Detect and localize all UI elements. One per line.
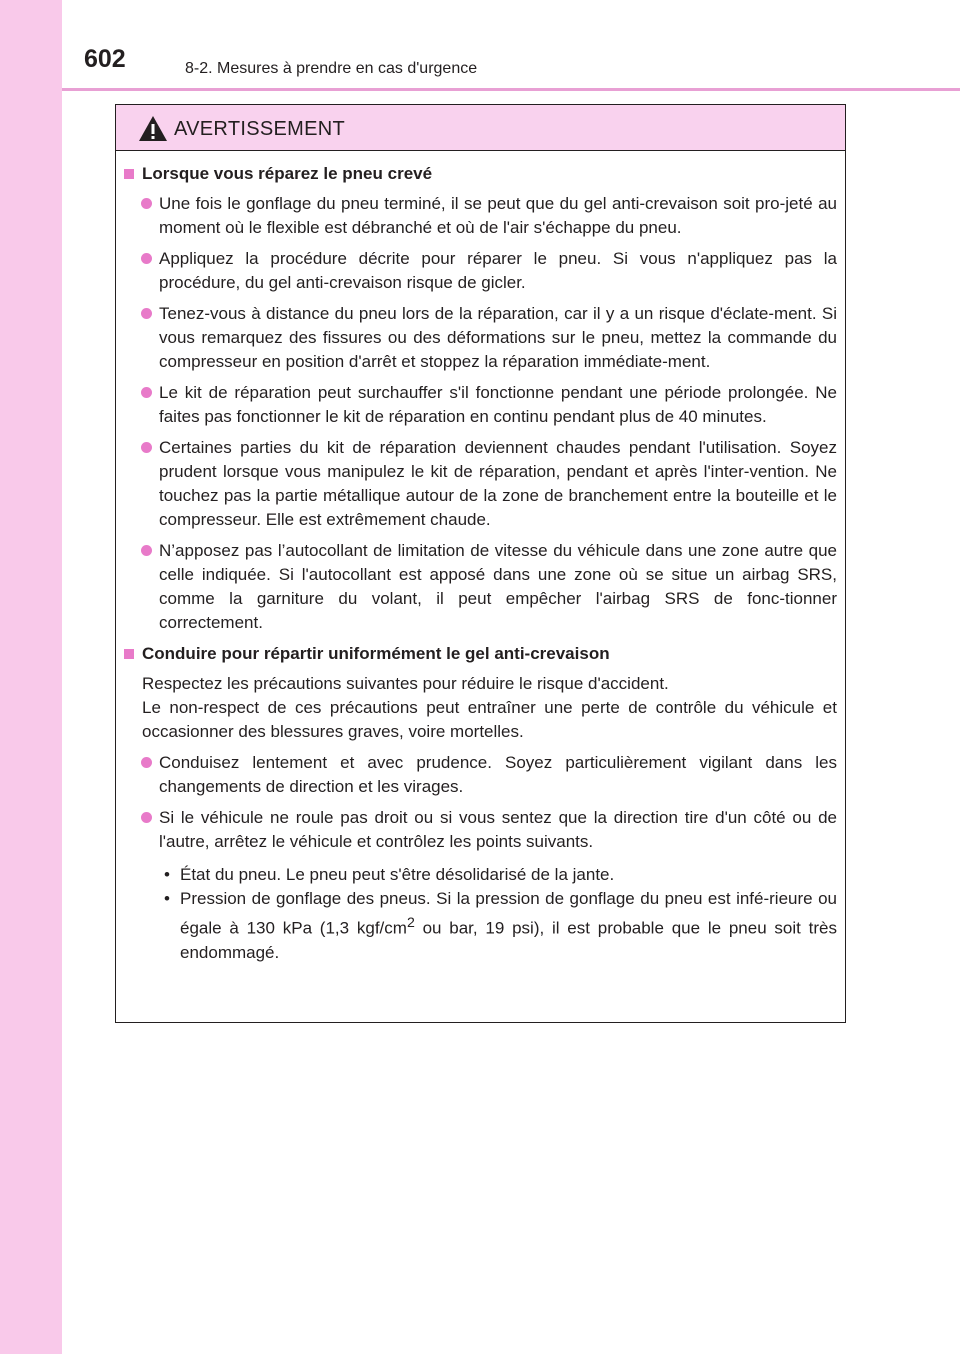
bullet-item [124, 436, 837, 532]
bullet-item [124, 192, 837, 240]
intro-paragraph [124, 672, 837, 744]
small-bullet-icon: • [164, 865, 170, 884]
section-heading [124, 642, 837, 666]
page-number: 602 [84, 45, 126, 73]
sub-list-item [124, 887, 837, 965]
side-color-band [0, 0, 62, 1354]
bullet-item [124, 381, 837, 429]
superscript: 2 [406, 915, 415, 931]
pink-dot-icon [141, 198, 152, 209]
sub-item-text: Pression de gonflage des pneus. Si la pression de gonflage du pneu est infé-rieure ou égale à 130 kPa (1,3 kgf/cm [180, 889, 837, 938]
sub-item-text: État du pneu. Le pneu peut s'être désolidarisé de la jante. [180, 865, 615, 884]
pink-dot-icon [141, 253, 152, 264]
warning-triangle-icon [138, 115, 168, 142]
warning-content [124, 162, 837, 965]
bullet-item [124, 539, 837, 635]
section-heading-text: Conduire pour répartir uniformément le gel anti-crevaison [142, 644, 610, 663]
pink-dot-icon [141, 812, 152, 823]
bullet-text: Le kit de réparation peut surchauffer s'il fonctionne pendant une période prolongée. Ne faites pas fonctionner le kit de réparation en continu pendant plus de 40 minutes. [159, 383, 837, 426]
intro-line: Le non-respect de ces précautions peut entraîner une perte de contrôle du véhicule et occasionner des blessures graves, voire mortelles. [142, 698, 837, 741]
bullet-text: Si le véhicule ne roule pas droit ou si vous sentez que la direction tire d'un côté ou de l'autre, arrêtez le véhicule et contrôlez les points suivants. [159, 808, 837, 851]
bullet-text: Conduisez lentement et avec prudence. Soyez particulièrement vigilant dans les changements de direction et les virages. [159, 753, 837, 796]
sub-item-text: ou bar, 19 psi), il est probable que le pneu soit très endommagé. [180, 918, 837, 962]
bullet-text: Certaines parties du kit de réparation deviennent chaudes pendant l'utilisation. Soyez prudent lorsque vous manipulez le kit de réparation, pendant et après l'inter-vention. Ne touchez pas la partie métallique autour de la zone de branchement entre la bouteille et le compresseur. Elle est extrêmement chaude. [159, 438, 837, 529]
intro-line: Respectez les précautions suivantes pour réduire le risque d'accident. [142, 674, 669, 693]
bullet-text: Tenez-vous à distance du pneu lors de la réparation, car il y a un risque d'éclate-ment. Si vous remarquez des fissures ou des déformations sur le pneu, mettez la commande du compresseur en position d'arrêt et stoppez la réparation immédiate-ment. [159, 304, 837, 371]
pink-dot-icon [141, 545, 152, 556]
warning-box [115, 104, 846, 1023]
bullet-text: Une fois le gonflage du pneu terminé, il se peut que du gel anti-crevaison soit pro-jeté au moment où le flexible est débranché et où de l'air s'échappe du pneu. [159, 194, 837, 237]
bullet-item [124, 302, 837, 374]
bullet-item [124, 751, 837, 799]
page-header [62, 0, 960, 92]
section-heading [124, 162, 837, 186]
bullet-text: N’apposez pas l’autocollant de limitation de vitesse du véhicule dans une zone autre que celle indiquée. Si l'autocollant est apposé dans une zone où se situe un airbag SRS, comme la garniture du volant, il peut empêcher l'airbag SRS de fonc-tionner correctement. [159, 541, 837, 632]
pink-dot-icon [141, 387, 152, 398]
pink-dot-icon [141, 442, 152, 453]
small-bullet-icon: • [164, 889, 170, 908]
warning-title: AVERTISSEMENT [174, 118, 345, 140]
header-rule [62, 88, 960, 91]
bullet-text: Appliquez la procédure décrite pour réparer le pneu. Si vous n'appliquez pas la procédure, du gel anti-crevaison risque de gicler. [159, 249, 837, 292]
sub-list-item [124, 863, 837, 887]
chapter-title: 8-2. Mesures à prendre en cas d'urgence [185, 60, 478, 77]
bullet-item [124, 806, 837, 854]
pink-dot-icon [141, 757, 152, 768]
warning-header [116, 105, 845, 151]
bullet-item [124, 247, 837, 295]
pink-dot-icon [141, 308, 152, 319]
pink-square-icon [124, 169, 134, 179]
section-heading-text: Lorsque vous réparez le pneu crevé [142, 164, 433, 183]
pink-square-icon [124, 649, 134, 659]
